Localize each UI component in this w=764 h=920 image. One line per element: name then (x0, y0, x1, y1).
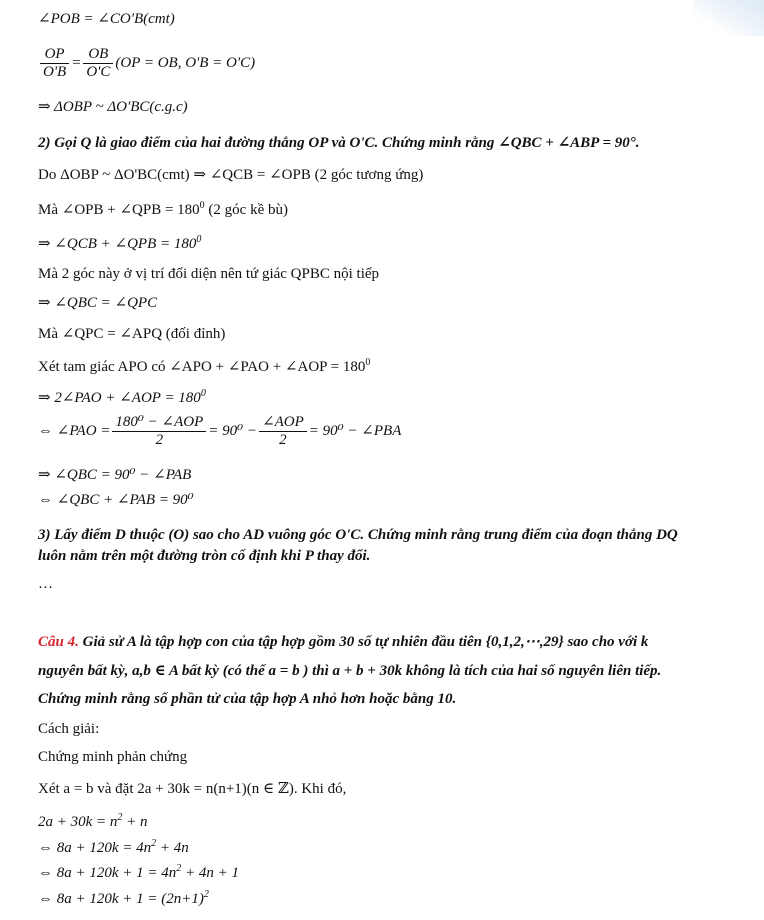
fraction (83, 46, 113, 82)
equation-text: + n (122, 814, 148, 830)
exponent: 2 (203, 889, 209, 900)
fraction-denominator: O'C (86, 64, 111, 81)
ellipsis: … (38, 576, 53, 592)
exponent: 2 (176, 863, 182, 874)
problem-part-3-heading: 3) Lấy điểm D thuộc (O) sao cho AD vuông góc O'C. Chứng minh rằng trung điểm của đoạn thẳng DQ (38, 527, 678, 543)
equation-text: + 4n + 1 (181, 865, 240, 881)
equation-text: ⇔ 8a + 120k + 1 = 4n (38, 865, 177, 881)
equation-line: ⇒ ∠QBC = 90⁰ − ∠PAB (38, 467, 192, 483)
question-text: Giả sử A là tập hợp con của tập hợp gồm 30 số tự nhiên đầu tiên {0,1,2,⋯,29} sao cho với k (78, 634, 649, 650)
question-4-statement-cont: Chứng minh rằng số phần tử của tập hợp A nhỏ hơn hoặc bằng 10. (38, 691, 457, 707)
text-line: Mà 2 góc này ở vị trí đối diện nên tứ giác QPBC nội tiếp (38, 266, 380, 282)
equation-line (38, 838, 189, 857)
equation-text: ⇔ 8a + 120k + 1 = (2n+1) (38, 891, 204, 907)
exponent: 2 (151, 838, 157, 849)
degree-superscript: 0 (365, 357, 371, 368)
fraction-numerator: 180⁰ − ∠AOP (112, 414, 206, 432)
equation-text: = 90⁰ − ∠PBA (308, 423, 402, 440)
text-line: Chứng minh phản chứng (38, 749, 188, 765)
problem-part-2-heading: 2) Gọi Q là giao điểm của hai đường thẳng OP và O'C. Chứng minh rằng ∠QBC + ∠ABP = 90°. (38, 135, 640, 151)
text-line: Do ΔOBP ~ ΔO'BC(cmt) ⇒ ∠QCB = ∠OPB (2 góc tương ứng) (38, 167, 424, 183)
equation-similar-triangles: ⇒ ΔOBP ~ ΔO'BC(c.g.c) (38, 99, 188, 115)
text-line: Xét a = b và đặt 2a + 30k = n(n+1)(n ∈ ℤ). Khi đó, (38, 781, 347, 797)
equation-note: (2 góc kề bù) (204, 202, 288, 218)
text-line (38, 357, 370, 376)
equation-line (38, 388, 206, 407)
fraction (259, 414, 307, 450)
equation-condition: (OP = OB, O'B = O'C) (115, 55, 256, 72)
equation-line (38, 863, 239, 882)
question-label: Câu 4. (38, 634, 79, 650)
fraction (40, 46, 69, 82)
fraction-denominator: 2 (155, 432, 164, 449)
equation-ratio (38, 46, 255, 82)
fraction-numerator: OP (40, 46, 69, 64)
degree-superscript: 0 (199, 200, 205, 211)
equation-text: Xét tam giác APO có ∠APO + ∠PAO + ∠AOP = 180 (38, 359, 366, 375)
question-4-statement (38, 633, 648, 651)
equation-text: = 90⁰ − (208, 423, 258, 440)
equation-line (38, 234, 201, 253)
equation-line (38, 889, 209, 908)
solution-heading: Cách giải: (38, 721, 100, 737)
equation-text: ⇔ ∠PAO = (38, 423, 111, 440)
fraction-numerator: ∠AOP (259, 414, 307, 432)
degree-superscript: 0 (200, 388, 206, 399)
equals-sign: = (71, 55, 82, 72)
text-line: Mà ∠QPC = ∠APQ (đối đỉnh) (38, 326, 226, 342)
equation-angle-pao (38, 414, 401, 450)
equation-line: ⇒ ∠QBC = ∠QPC (38, 295, 158, 311)
equation-text: 2a + 30k = n (38, 814, 118, 830)
equation-text: ⇒ ∠QCB + ∠QPB = 180 (38, 236, 197, 252)
text-line (38, 200, 288, 219)
equation-text: Mà ∠OPB + ∠QPB = 180 (38, 202, 200, 218)
fraction (112, 414, 206, 450)
equation-text: ⇒ 2∠PAO + ∠AOP = 180 (38, 390, 201, 406)
problem-part-3-heading-cont: luôn nằm trên một đường tròn cố định khi P thay đổi. (38, 548, 371, 564)
fraction-denominator: 2 (279, 432, 287, 449)
equation-angle-pob: ∠POB = ∠CO'B(cmt) (38, 11, 175, 27)
fraction-numerator: OB (83, 46, 113, 64)
corner-decoration (694, 0, 764, 36)
exponent: 2 (117, 812, 123, 823)
degree-superscript: 0 (196, 234, 202, 245)
question-4-statement-cont: nguyên bất kỳ, a,b ∈ A bất kỳ (có thể a = b ) thì a + b + 30k không là tích của hai số nguyên liên tiếp. (38, 663, 662, 679)
equation-text: + 4n (156, 840, 189, 856)
fraction-denominator: O'B (43, 64, 67, 81)
equation-line: ⇔ ∠QBC + ∠PAB = 90⁰ (38, 492, 194, 508)
equation-line (38, 812, 148, 831)
equation-text: ⇔ 8a + 120k = 4n (38, 840, 152, 856)
